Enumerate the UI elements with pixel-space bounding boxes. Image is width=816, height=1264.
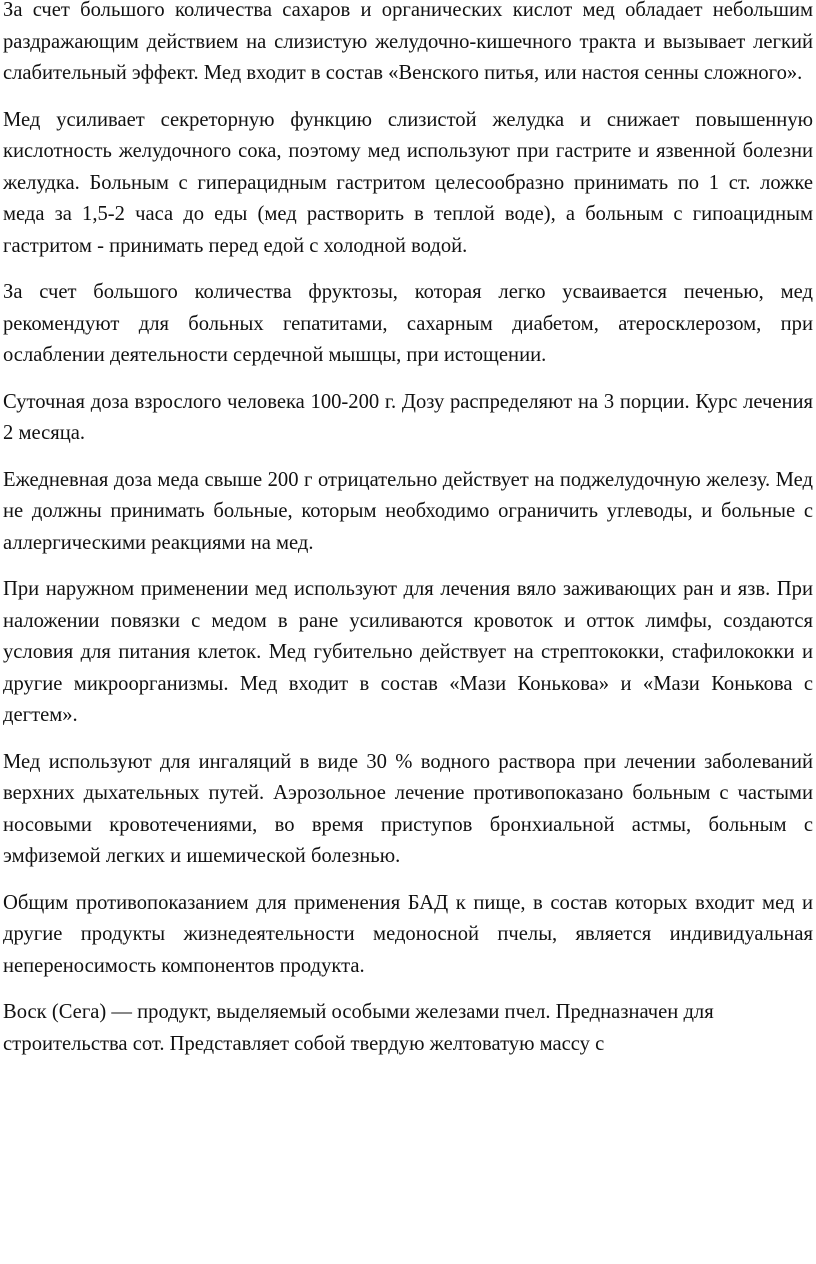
document-body	[3, 0, 813, 1075]
paragraph-external-use: При наружном применении мед используют для лечения вяло заживающих ран и язв. При наложении повязки с медом в ране усиливаются кровоток и отток лимфы, создаются условия для питания клеток. Мед губительно действует на стрептококки, стафилококки и другие микроорганизмы. Мед входит в состав «Мази Конькова» и «Мази Конькова с дегтем».	[3, 578, 813, 726]
paragraph-honey-laxative: За счет большого количества сахаров и органических кислот мед обладает небольшим раздражающим действием на слизистую желудочно-кишечного тракта и вызывает легкий слабительный эффект. Мед входит в состав «Венского питья, или настоя сенны сложного».	[3, 0, 813, 84]
paragraph-daily-dose: Суточная доза взрослого человека 100-200 г. Дозу распределяют на 3 порции. Курс лечения 2 месяца.	[3, 390, 813, 444]
paragraph-dose-warning: Ежедневная доза меда свыше 200 г отрицательно действует на поджелудочную железу. Мед не должны принимать больные, которым необходимо ограничить углеводы, и больные с аллергическими реакциями на мед.	[3, 468, 813, 554]
paragraph-contraindication: Общим противопоказанием для применения БАД к пище, в состав которых входит мед и другие продукты жизнедеятельности медоносной пчелы, является индивидуальная непереносимость компонентов продукта.	[3, 891, 813, 977]
paragraph-honey-gastritis: Мед усиливает секреторную функцию слизистой желудка и снижает повышенную кислотность желудочного сока, поэтому мед используют при гастрите и язвенной болезни желудка. Больным с гиперацидным гастритом целесообразно принимать по 1 ст. ложке меда за 1,5-2 часа до еды (мед растворить в теплой воде), а больным с гипоацидным гастритом - принимать перед едой с холодной водой.	[3, 108, 813, 257]
paragraph-inhalation: Мед используют для ингаляций в виде 30 % водного раствора при лечении заболеваний верхних дыхательных путей. Аэрозольное лечение противопоказано больным с частыми носовыми кровотечениями, во время приступов бронхиальной астмы, больным с эмфиземой легких и ишемической болезнью.	[3, 750, 813, 867]
paragraph-wax: Воск (Сега) — продукт, выделяемый особыми железами пчел. Предназначен для строительства сот. Представляет собой твердую желтоватую массу с	[3, 1001, 714, 1055]
paragraph-honey-fructose: За счет большого количества фруктозы, которая легко усваивается печенью, мед рекомендуют для больных гепатитами, сахарным диабетом, атеросклерозом, при ослаблении деятельности сердечной мышцы, при истощении.	[3, 281, 813, 366]
